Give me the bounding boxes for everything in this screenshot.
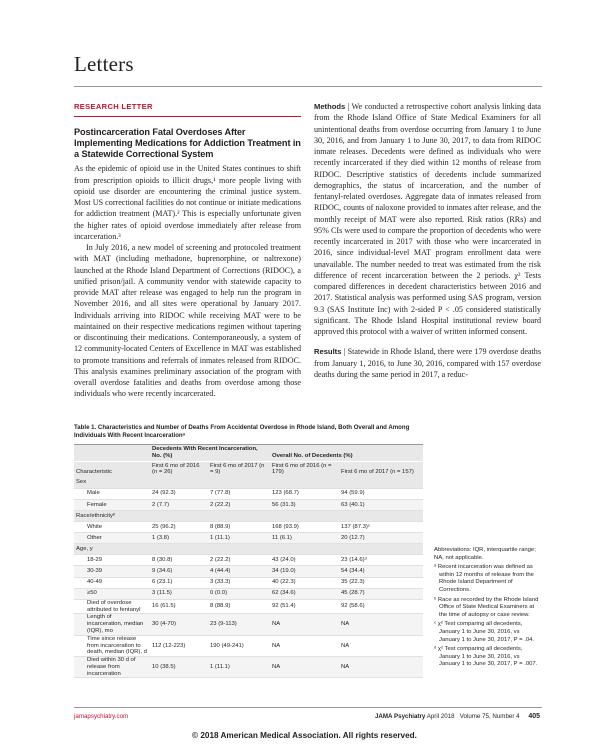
table-cell: 190 (49-241) [210,642,244,649]
col-header-recent-2016: First 6 mo of 2016 (n = 26) [150,461,208,477]
table-row [74,599,423,614]
methods-label: Methods [314,102,346,111]
table-row [74,522,423,533]
row-label: 30-39 [74,566,150,577]
table-cell: 16 (61.5) [152,603,176,610]
table-cell: 35 (22.3) [341,579,365,586]
table-cell: 30 (4-70) [150,614,208,635]
group-header-recent: Decedents With Recent Incarceration, No. (%) [150,445,270,461]
table-cell [150,510,208,521]
table-group-row [74,510,423,521]
table-cell: 11 (6.1) [270,533,339,544]
table-cell: 92 (51.4) [272,603,296,610]
row-label: Length of incarceration, median (IQR), mo [74,614,150,635]
table-cell: 20 (12.7) [339,533,423,544]
table-cell: 8 (30.8) [152,556,173,563]
table-cell: 45 (28.7) [339,588,423,599]
table-cell: 25 (96.2) [152,523,176,530]
table-cell: NA [339,614,423,635]
table-cell: 7 (77.8) [210,490,231,497]
left-column [74,101,301,400]
results-paragraph: Results | Statewide in Rhode Island, there were 179 overdose deaths from January 1, 2016, to June 30, 2016, compared with 157 overdose deaths during the same period in 2017, a reduc- [314,347,541,379]
footnote-b: ᵇ Race as recorded by the Rhode Island Office of State Medical Examiners at the time of autopsy or case review. [434,596,539,618]
table-caption: Table 1. Characteristics and Number of Deaths From Accidental Overdose in Rhode Island, Both Overall and Among Individuals With Recent Incarcerationᵃ [74,424,423,445]
methods-paragraph: Methods | We conducted a retrospective cohort analysis linking data from the Rhode Island Office of State Medical Examiners for all unintentional deaths from overdose occurring from January 1 to June 30, 2016, and from January 1 to June 30, 2017, to data from RIDOC inmate releases. Decedents were defined as individuals who were recently incarcerated if they died within 12 months of release from RIDOC. Descriptive statistics of decedents include summarized demographics, the status of incarceration, and the number of fentanyl-related overdoses. Aggregate data of inmates released from RIDOC, counts of naloxone provided to inmates after release, and the monthly receipt of MAT were also reported. Risk ratios (RRs) and 95% CIs were used to compare the proportion of decedents who were recently incarcerated in 2017 with those who were incarcerated in 2016, since individual-level MAT program enrollment data were unavailable. The number needed to treat was estimated from the risk difference of recent incarceration between the 2 periods. χ² Tests compared differences in decedent characteristics between 2016 and 2017. Statistical analysis was performed using SAS program, version 9.3 (SAS Institute Inc) with 2-sided P < .05 considered statistically significant. The Rhode Island Hospital institutional review board approved this protocol with a waiver of written informed consent. [314,102,541,336]
table-row [74,614,423,635]
row-label: Sex [74,477,150,488]
table-cell [339,477,423,488]
footnote-a: ᵃ Recent incarceration was defined as within 12 months of release from the Rhode Island Department of Corrections. [434,564,534,593]
col-header-characteristic: Characteristic [74,461,150,477]
col-header-overall-2016: First 6 mo of 2016 (n = 179) [270,461,339,477]
issue-info: April 2018 Volume 75, Number 4 [426,713,520,720]
table-cell: NA [270,657,339,678]
row-label: Race/ethnicityᵇ [74,510,150,521]
group-header-overall: Overall No. of Decedents (%) [270,445,423,461]
table-cell [208,477,270,488]
row-label: 40-49 [87,579,103,586]
row-label: Time since release from incarceration to death, median (IQR), d [87,635,147,656]
table-cell: 63 (40.1) [339,499,423,510]
table-cell: 3 (11.5) [150,588,208,599]
program-paragraph: In July 2016, a new model of screening and protocoled treatment with MAT (including methadone, buprenorphine, or naltrexone) launched at the Rhode Island Department of Corrections (RIDOC), a unified prison/jail. A community vendor with statewide capacity to provide MAT after release was engaged to help run the program in November 2016, and all sites were operational by January 2017. Individuals arriving into RIDOC while receiving MAT were to be maintained on their respective medications regimen without tapering or discontinuing their medications. Contemporaneously, a system of 12 community-located Centers of Excellence in MAT was established to promote transitions and referrals of inmates released from RIDOC. This analysis examines preliminary association of the program with overall overdose fatalities and deaths from overdose among those individuals who were recently incarcerated. [74,243,301,399]
row-label: 18-29 [87,556,103,563]
table-row [74,555,423,566]
table-cell: 123 (68.7) [272,490,299,497]
table-cell: 94 (59.9) [341,490,365,497]
right-column [314,101,541,380]
table-cell: 1 (11.1) [208,657,270,678]
research-letter-kicker: RESEARCH LETTER [74,102,153,111]
row-label: ≥50 [74,588,150,599]
table-cell [270,544,339,555]
table-cell: 23 (9-113) [208,614,270,635]
table-cell: 8 (88.9) [210,523,231,530]
table-cell: 10 (38.5) [150,657,208,678]
intro-paragraph: As the epidemic of opioid use in the United States continues to shift from prescription opioids to illicit drugs,¹ more people living with opioid use disorder are encountering the criminal justice system. Most US correctional facilities do not continue or initiate medications for addiction treatment (MAT).² This is especially unfortunate given the higher rates of opioid overdose immediately after release from incarceration.³ [74,164,301,241]
col-header-recent-2017: First 6 mo of 2017 (n = 9) [208,461,270,477]
table-cell: 24 (92.3) [152,490,176,497]
table-cell [270,477,339,488]
table-cell: 2 (22.2) [210,556,231,563]
abbreviations-text: Abbreviations: IQR, interquartile range; NA, not applicable. [434,547,536,561]
table-cell: 0 (0.0) [208,588,270,599]
table-1 [74,424,423,678]
table-row [74,488,423,499]
table-row [74,499,423,510]
table-cell: 1 (3.8) [150,533,208,544]
copyright-notice: © 2018 American Medical Association. All rights reserved. [192,731,417,740]
table-cell: 4 (44.4) [208,566,270,577]
table-1-grid [74,445,423,678]
row-label: Other [74,533,150,544]
table-row [74,566,423,577]
table-cell: 1 (11.1) [208,533,270,544]
table-cell [339,510,423,521]
methods-text: We conducted a retrospective cohort analysis linking data from the Rhode Island Office of State Medical Examiners for all unintentional deaths from overdose occurring from January 1 to June 30, 2016, and from January 1 to June 30, 2017, to data from RIDOC inmate releases. Decedents were defined as individuals who were recently incarcerated if they died within 12 months of release from RIDOC. Descriptive statistics of decedents include summarized demographics, the status of incarceration, and the number of fentanyl-related overdoses. Aggregate data of inmates released from RIDOC, counts of naloxone provided to inmates after release, and the monthly receipt of MAT were also reported. Risk ratios (RRs) and 95% CIs were used to compare the proportion of decedents who were recently incarcerated in 2017 with those who were incarcerated in 2016, since individual-level MAT program enrollment data were unavailable. The number needed to treat was estimated from the risk difference of recent incarceration between the 2 periods. χ² Tests compared differences in decedent characteristics between 2016 and 2017. Statistical analysis was performed using SAS program, version 9.3 (SAS Institute Inc) with 2-sided P < .05 considered statistically significant. The Rhode Island Hospital institutional review board approved this protocol with a waiver of written informed consent. [314,102,541,336]
table-cell: 56 (31.3) [270,499,339,510]
table-group-row [74,544,423,555]
table-cell: 34 (19.0) [270,566,339,577]
row-label: Male [87,490,100,497]
table-cell: 43 (24.0) [272,556,296,563]
table-row [74,657,423,678]
row-label: White [87,523,103,530]
table-cell: 6 (23.1) [152,579,173,586]
table-cell: 112 (12-223) [152,642,186,649]
table-cell [150,477,208,488]
table-cell: NA [272,642,281,649]
footer-rule [74,707,542,708]
table-cell [208,544,270,555]
row-label: Female [74,499,150,510]
kicker-rule [74,116,301,117]
page-number: 405 [528,713,540,720]
table-row [74,533,423,544]
table-cell: NA [339,657,423,678]
journal-name: JAMA Psychiatry [374,713,426,720]
row-label: Died of overdose attributed to fentanyl [87,599,141,613]
table-cell [270,510,339,521]
running-footer [375,713,540,720]
results-text: Statewide in Rhode Island, there were 179 overdose deaths from January 1, 2016, to June 30, 2016, compared with 157 overdose deaths during the same period in 2017, a reduc- [314,347,541,379]
table-row [74,635,423,656]
table-cell: 9 (34.6) [150,566,208,577]
table-cell: 137 (87.3)ᶜ [341,523,370,530]
table-cell: 2 (7.7) [150,499,208,510]
table-group-row [74,477,423,488]
results-label: Results [314,347,342,357]
table-cell [208,510,270,521]
footnote-c: ᶜ χ² Test comparing all decedents, January 1 to June 30, 2016, vs January 1 to June 30, 2017, P = .04. [434,621,535,643]
journal-website-link[interactable]: jamapsychiatry.com [74,713,129,720]
table-cell: NA [270,614,339,635]
table-cell [150,544,208,555]
col-header-overall-2017: First 6 mo of 2017 (n = 157) [339,461,423,477]
table-cell: 23 (14.6)ᵈ [341,556,367,563]
section-title: Letters [74,52,134,76]
table-cell [339,544,423,555]
table-cell: 8 (88.9) [210,603,231,610]
footnote-d: ᵈ χ² Test comparing all decedents, January 1 to June 30, 2016, vs January 1 to June 30, 2017, P = .007. [434,646,538,668]
table-cell: 40 (22.3) [272,579,296,586]
table-cell: 3 (33.3) [210,579,231,586]
table-cell: 92 (58.6) [341,603,365,610]
table-cell: 168 (93.9) [272,523,299,530]
table-cell: 54 (34.4) [339,566,423,577]
title-rule [74,86,542,87]
table-row [74,588,423,599]
table-cell: 2 (22.2) [208,499,270,510]
table-footnotes [434,547,540,671]
table-cell: NA [341,642,350,649]
table-cell: 62 (34.6) [270,588,339,599]
table-row [74,577,423,588]
article-title: Postincarceration Fatal Overdoses After Implementing Medications for Addiction Treatment in a Statewide Correctional System [74,127,301,160]
row-label: Died within 30 d of release from incarceration [74,657,150,678]
row-label: Age, y [74,544,150,555]
